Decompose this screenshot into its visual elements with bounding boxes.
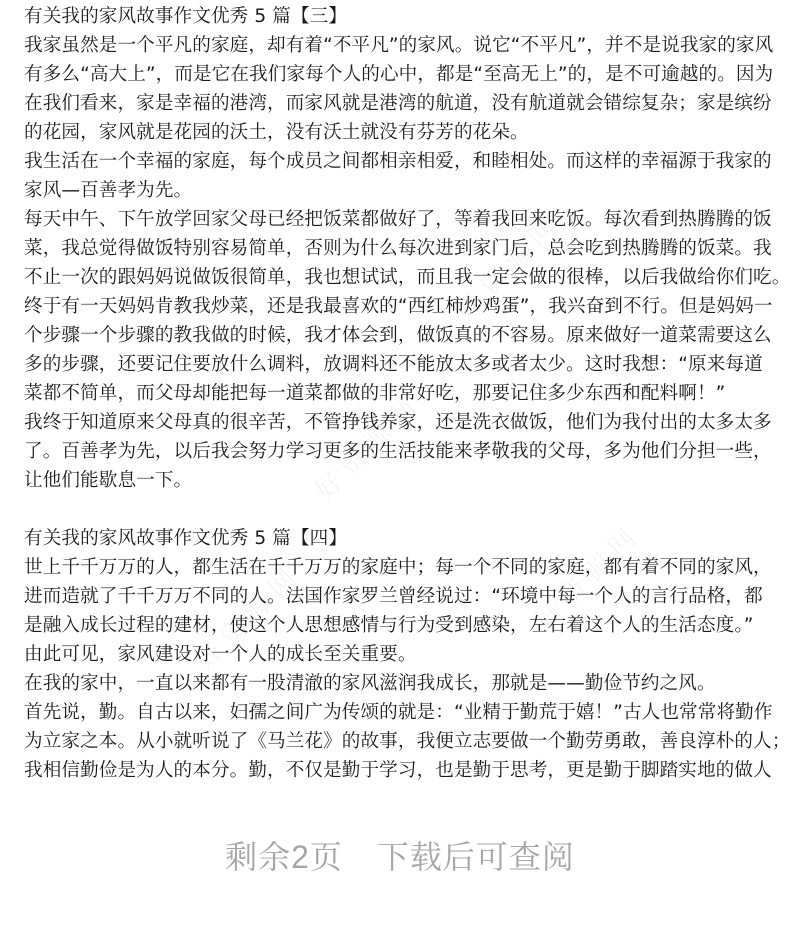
paragraph-line: 家风—百善孝为先。: [24, 180, 193, 201]
paragraph-line: 让他们能歇息一下。: [24, 470, 193, 491]
paragraph-line: 是融入成长过程的建材，使这个人思想感情与行为受到感染，左右着这个人的生活态度。”: [24, 615, 754, 636]
paragraph-line: 在我的家中，一直以来都有一股清澈的家风滋润我成长，那就是——勤俭节约之风。: [24, 673, 716, 694]
download-more-banner[interactable]: [0, 832, 800, 878]
paragraph-line: 我生活在一个幸福的家庭，每个成员之间都相亲相爱，和睦相处。而这样的幸福源于我家的: [24, 151, 772, 172]
paragraph-line: 首先说，勤。自古以来，妇孺之间广为传颂的就是：“业精于勤荒于嬉！”古人也常常将勤作: [24, 702, 773, 723]
paragraph-line: 菜都不简单，而父母却能把每一道菜都做的非常好吃，那要记住多少东西和配料啊！”: [24, 383, 726, 404]
document-body: [24, 2, 791, 785]
paragraph-line: 个步骤一个步骤的教我做的时候，我才体会到，做饭真的不容易。原来做好一道菜需要这么: [24, 325, 772, 346]
paragraph-line: 进而造就了千千万万不同的人。法国作家罗兰曾经说过：“环境中每一个人的言行品格，都: [24, 586, 763, 607]
paragraph-line: 多的步骤，还要记住要放什么调料，放调料还不能放太多或者太少。这时我想：“原来每道: [24, 354, 763, 375]
download-prompt-label[interactable]: 下载后可查阅: [376, 839, 575, 875]
paragraph-line: 了。百善孝为先，以后我会努力学习更多的生活技能来孝敬我的父母，多为他们分担一些，: [24, 441, 772, 462]
paragraph-line: 我终于知道原来父母真的很辛苦，不管挣钱养家，还是洗衣做饭，他们为我付出的太多太多: [24, 412, 772, 433]
paragraph-line: 菜，我总觉得做饭特别容易简单，否则为什么每次进到家门后，总会吃到热腾腾的饭菜。我: [24, 238, 772, 259]
paragraph-line: 的花园，家风就是花园的沃土，没有沃土就没有芬芳的花朵。: [24, 122, 529, 143]
paragraph-line: 每天中午、下午放学回家父母已经把饭菜都做好了，等着我回来吃饭。每次看到热腾腾的饭: [24, 209, 772, 230]
section-title: 有关我的家风故事作文优秀 5 篇【四】: [24, 528, 348, 549]
remaining-pages-label: 剩余2页: [225, 839, 343, 875]
paragraph-line: 终于有一天妈妈肯教我炒菜，还是我最喜欢的“西红柿炒鸡蛋”，我兴奋到不行。但是妈妈一: [24, 296, 773, 317]
paragraph-line: 世上千千万万的人，都生活在千千万万的家庭中；每一个不同的家庭，都有着不同的家风，: [24, 557, 772, 578]
paragraph-line: 由此可见，家风建设对一个人的成长至关重要。: [24, 644, 417, 665]
paragraph-line: 我相信勤俭是为人的本分。勤，不仅是勤于学习，也是勤于思考，更是勤于脚踏实地的做人: [24, 760, 772, 781]
paragraph-line: 我家虽然是一个平凡的家庭，却有着“不平凡”的家风。说它“不平凡”，并不是说我家的家风: [24, 35, 774, 56]
section-title: 有关我的家风故事作文优秀 5 篇【三】: [24, 6, 348, 27]
paragraph-line: 在我们看来，家是幸福的港湾，而家风就是港湾的航道，没有航道就会错综复杂；家是缤纷: [24, 93, 772, 114]
section-spacer: [24, 495, 780, 524]
paragraph-line: 有多么“高大上”，而是它在我们家每个人的心中，都是“至高无上”的，是不可逾越的。因为: [24, 64, 774, 85]
paragraph-line: 不止一次的跟妈妈说做饭很简单，我也想试试，而且我一定会做的很棒，以后我做给你们吃。: [24, 267, 791, 288]
paragraph-line: 为立家之本。从小就听说了《马兰花》的故事，我便立志要做一个勤劳勇敢，善良淳朴的人；: [24, 731, 791, 752]
